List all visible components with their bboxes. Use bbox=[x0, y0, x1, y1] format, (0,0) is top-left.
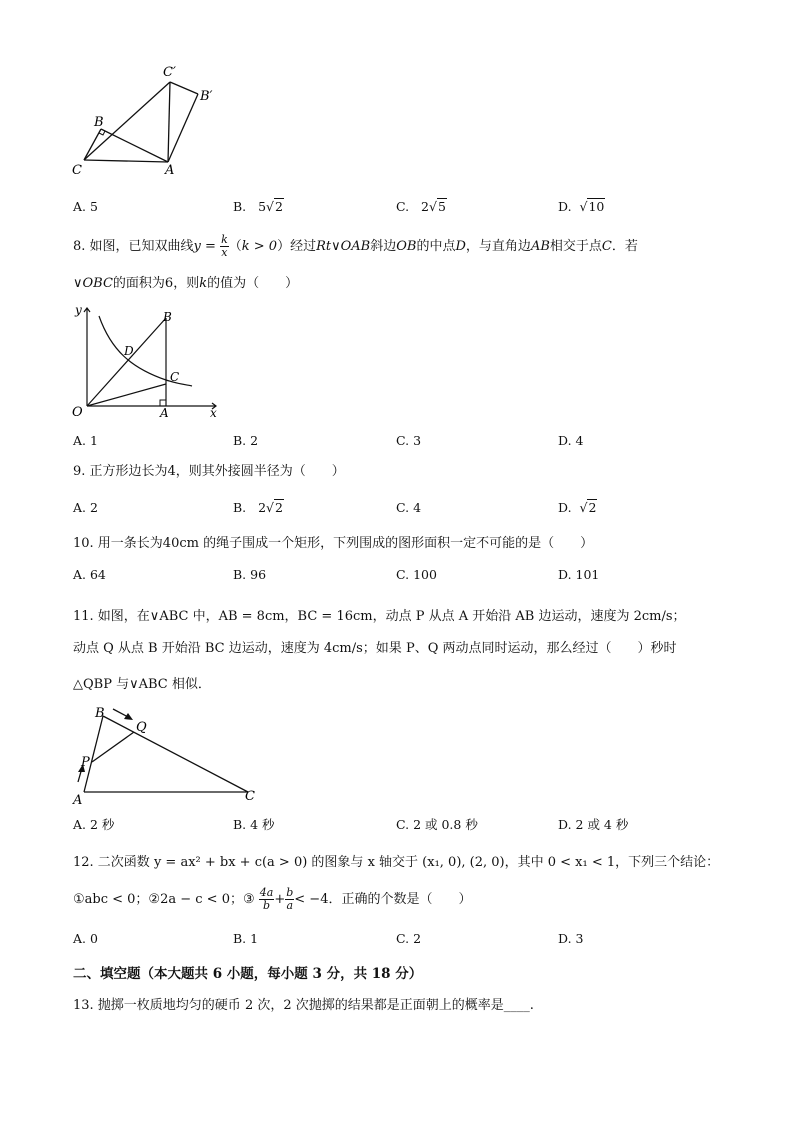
q9-option-d-prefix: D. bbox=[558, 500, 572, 515]
q12-option-d[interactable]: D. 3 bbox=[558, 931, 584, 946]
q11-label-q: Q bbox=[136, 720, 147, 735]
q8-option-a[interactable]: A. 1 bbox=[73, 433, 98, 448]
q8-segment-ob: OB bbox=[396, 239, 417, 254]
q8-segment-ab: AB bbox=[530, 239, 550, 254]
q11-option-b[interactable]: B. 4 秒 bbox=[233, 817, 275, 832]
q8-label-d: D bbox=[124, 344, 134, 358]
q9-option-b-radicand: 2 bbox=[275, 500, 283, 515]
q8-text-8: 的面积为6，则 bbox=[112, 276, 200, 291]
q12-option-b[interactable]: B. 1 bbox=[233, 931, 259, 946]
q9-option-c[interactable]: C. 4 bbox=[396, 500, 422, 515]
q8-label-x: x bbox=[210, 406, 217, 420]
q7-option-c[interactable] bbox=[396, 199, 447, 215]
q8-triangle-obc: ∨OBC bbox=[73, 276, 113, 291]
q12-frac1-num: 4a bbox=[259, 886, 274, 899]
q8-text-9: 的值为（ ） bbox=[207, 276, 299, 291]
q8-stem-line2 bbox=[73, 276, 298, 292]
q12-frac1-den: b bbox=[263, 899, 271, 912]
sqrt-icon: √ bbox=[579, 199, 588, 214]
q8-text-6: 相交于点 bbox=[549, 239, 602, 254]
q10-option-a[interactable]: A. 64 bbox=[73, 567, 106, 582]
q12-stem-line2 bbox=[73, 883, 471, 917]
q12-conclusions-text: ①abc < 0；②2a − c < 0；③ bbox=[73, 892, 259, 907]
q8-point-c: C bbox=[601, 239, 612, 254]
q11-option-c[interactable]: C. 2 或 0.8 秒 bbox=[396, 817, 478, 832]
q11-label-a: A bbox=[73, 793, 83, 808]
q8-paren-open: （ bbox=[228, 239, 242, 254]
q7-label-b: B bbox=[94, 115, 104, 130]
q8-fraction bbox=[220, 234, 229, 259]
q8-point-d: D bbox=[455, 239, 466, 254]
q8-number-text: 8. 如图，已知双曲线 bbox=[73, 239, 194, 254]
q7-option-c-coef: 2 bbox=[421, 199, 429, 214]
q8-option-d[interactable]: D. 4 bbox=[558, 433, 584, 448]
q8-text-3: 斜边 bbox=[370, 239, 397, 254]
q7-option-c-radicand: 5 bbox=[437, 199, 446, 214]
q8-text-5: ，与直角边 bbox=[465, 239, 531, 254]
q7-option-d-radicand: 10 bbox=[588, 199, 605, 214]
q7-label-b-prime: B′ bbox=[200, 89, 213, 104]
q9-stem: 9. 正方形边长为4，则其外接圆半径为（ ） bbox=[73, 464, 345, 479]
q12-frac2-num: b bbox=[286, 886, 294, 899]
q8-label-o: O bbox=[72, 405, 83, 420]
sqrt-icon: √ bbox=[579, 500, 588, 515]
q11-stem-line1: 11. 如图，在∨ABC 中，AB = 8cm，BC = 16cm，动点 P 从点 A 开始沿 AB 边运动，速度为 2cm/s； bbox=[73, 609, 686, 624]
q11-figure bbox=[68, 700, 268, 810]
q8-text-2: ）经过 bbox=[277, 239, 317, 254]
q9-option-a[interactable]: A. 2 bbox=[73, 500, 98, 515]
q12-fraction-2 bbox=[285, 887, 294, 912]
q11-stem-line2: 动点 Q 从点 B 开始沿 BC 边运动，速度为 4cm/s；如果 P、Q 两动点同时运动，那么经过（ ）秒时 bbox=[73, 641, 677, 656]
q9-option-b-coef: 2 bbox=[258, 500, 267, 515]
q8-triangle-oab: Rt∨OAB bbox=[316, 239, 371, 254]
q8-text-7: ．若 bbox=[611, 239, 638, 254]
q11-label-c: C bbox=[245, 789, 255, 804]
q13-stem: 13. 抛掷一枚质地均匀的硬币 2 次，2 次抛掷的结果都是正面朝上的概率是____. bbox=[73, 998, 534, 1013]
q8-option-b[interactable]: B. 2 bbox=[233, 433, 259, 448]
q12-plus: + bbox=[274, 892, 286, 907]
q7-label-a: A bbox=[165, 163, 175, 178]
q11-option-a[interactable]: A. 2 秒 bbox=[73, 817, 115, 832]
q7-option-b-prefix: B. bbox=[233, 199, 247, 214]
q9-option-b-prefix: B. bbox=[233, 500, 247, 515]
q12-option-c[interactable]: C. 2 bbox=[396, 931, 422, 946]
q8-stem-line1: 8. 如图，已知双曲线y = $\frac{k}{x}$ （k > 0）经过Rt∨OAB斜边OB的中点D，与直角边AB相交于点C．若 bbox=[73, 233, 638, 259]
q8-graph bbox=[66, 298, 226, 422]
q8-label-a: A bbox=[160, 406, 169, 420]
q8-frac-den: x bbox=[221, 246, 228, 259]
q8-label-c: C bbox=[170, 370, 180, 384]
q8-label-b: B bbox=[163, 310, 172, 324]
q10-option-d[interactable]: D. 101 bbox=[558, 567, 600, 582]
q8-text-4: 的中点 bbox=[416, 239, 456, 254]
section-heading-fill-in: 二、填空题（本大题共 6 小题，每小题 3 分，共 18 分） bbox=[73, 966, 423, 982]
q9-option-d-radicand: 2 bbox=[588, 500, 597, 515]
q8-condition: k > 0 bbox=[241, 239, 278, 254]
q11-stem-line3: △QBP 与∨ABC 相似． bbox=[73, 677, 211, 692]
q8-option-c[interactable]: C. 3 bbox=[396, 433, 422, 448]
q8-k: k bbox=[199, 276, 208, 291]
q11-label-b: B bbox=[95, 706, 105, 721]
sqrt-icon: √ bbox=[428, 199, 437, 214]
q12-frac2-den: a bbox=[286, 899, 294, 912]
q7-option-b-coef: 5 bbox=[258, 199, 267, 214]
q7-figure bbox=[68, 62, 228, 182]
sqrt-icon: √ bbox=[266, 199, 275, 214]
q9-option-d[interactable] bbox=[558, 500, 597, 516]
q9-option-b[interactable] bbox=[233, 500, 284, 516]
q11-label-p: P bbox=[81, 755, 90, 770]
q12-option-a[interactable]: A. 0 bbox=[73, 931, 98, 946]
q10-option-c[interactable]: C. 100 bbox=[396, 567, 437, 582]
sqrt-icon: √ bbox=[266, 500, 275, 515]
q7-option-d[interactable] bbox=[558, 199, 605, 215]
q7-option-d-prefix: D. bbox=[558, 199, 572, 214]
q8-label-y: y bbox=[75, 303, 82, 317]
q7-option-c-prefix: C. bbox=[396, 199, 410, 214]
q12-question-text: < −4．正确的个数是（ ） bbox=[294, 892, 472, 907]
q11-option-d[interactable]: D. 2 或 4 秒 bbox=[558, 817, 629, 832]
q12-stem-line1: 12. 二次函数 y = ax² + bx + c(a > 0) 的图象与 x 轴交于 (x₁, 0), (2, 0)，其中 0 < x₁ < 1，下列三个结论： bbox=[73, 855, 720, 870]
q7-option-b-radicand: 2 bbox=[275, 199, 283, 214]
q7-label-c: C bbox=[72, 163, 82, 178]
q7-label-c-prime: C′ bbox=[163, 65, 176, 80]
q12-fraction-1 bbox=[259, 887, 275, 912]
q10-option-b[interactable]: B. 96 bbox=[233, 567, 267, 582]
q8-frac-num: k bbox=[221, 233, 228, 246]
q7-option-b[interactable] bbox=[233, 199, 284, 215]
q7-option-a-text: A. 5 bbox=[73, 199, 98, 214]
q10-stem: 10. 用一条长为40cm 的绳子围成一个矩形，下列围成的图形面积一定不可能的是（ ） bbox=[73, 536, 594, 551]
q7-option-a[interactable] bbox=[73, 199, 98, 215]
